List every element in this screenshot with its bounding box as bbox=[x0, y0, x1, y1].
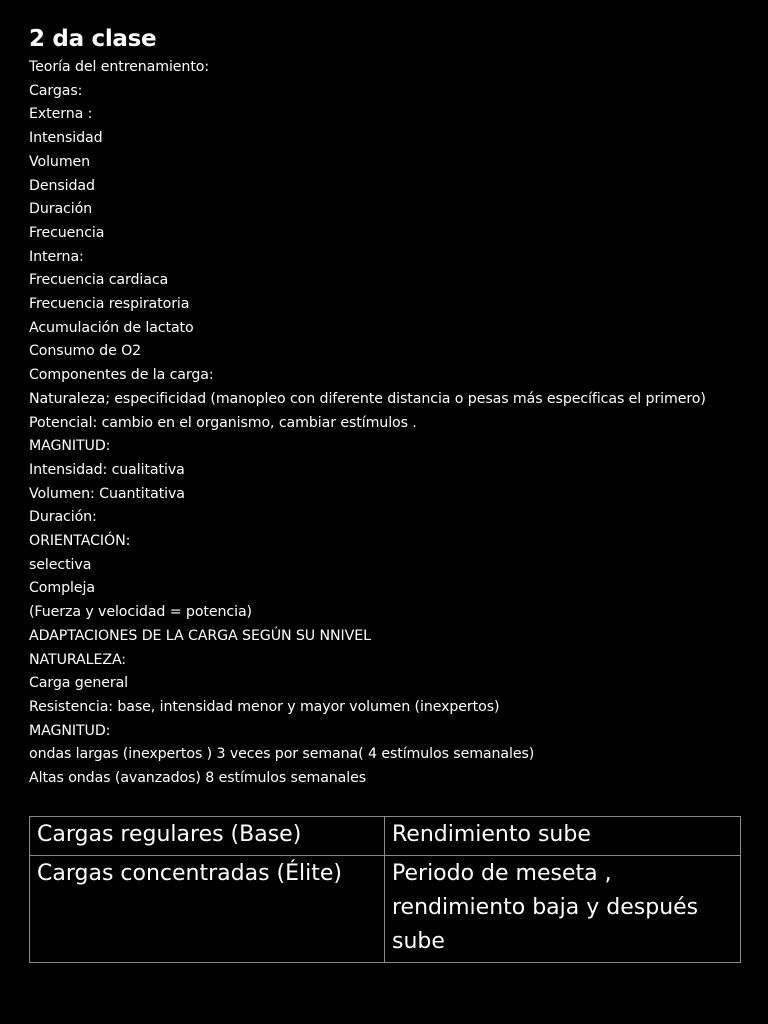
note-line[interactable]: Consumo de O2 bbox=[29, 343, 142, 360]
note-line[interactable]: Resistencia: base, intensidad menor y mayor volumen (inexpertos) bbox=[29, 698, 500, 715]
note-line[interactable]: Intensidad bbox=[29, 130, 103, 147]
note-line[interactable]: MAGNITUD: bbox=[29, 438, 111, 455]
note-line[interactable]: Frecuencia cardiaca bbox=[29, 272, 169, 289]
note-line[interactable]: Volumen: Cuantitativa bbox=[29, 485, 185, 502]
note-title[interactable]: 2 da clase bbox=[29, 26, 157, 52]
note-line[interactable]: Compleja bbox=[29, 580, 95, 597]
table-row bbox=[30, 856, 741, 963]
note-line[interactable]: Naturaleza; especificidad (manopleo con diferente distancia o pesas más específicas el primero) bbox=[29, 390, 706, 407]
note-line[interactable]: Intensidad: cualitativa bbox=[29, 461, 185, 478]
note-line[interactable]: (Fuerza y velocidad = potencia) bbox=[29, 604, 252, 621]
note-line[interactable]: ADAPTACIONES DE LA CARGA SEGÚN SU NNIVEL bbox=[29, 627, 371, 644]
table-cell[interactable]: Rendimiento sube bbox=[385, 817, 741, 856]
note-line[interactable]: Frecuencia respiratoria bbox=[29, 296, 190, 313]
note-line[interactable]: NATURALEZA: bbox=[29, 651, 126, 668]
note-line[interactable]: Densidad bbox=[29, 177, 95, 194]
table-cell[interactable]: Periodo de meseta , rendimiento baja y después sube bbox=[385, 856, 741, 963]
note-line[interactable]: MAGNITUD: bbox=[29, 722, 111, 739]
note-table[interactable] bbox=[29, 816, 741, 963]
note-line[interactable]: Potencial: cambio en el organismo, cambiar estímulos . bbox=[29, 414, 417, 431]
table-cell[interactable]: Cargas regulares (Base) bbox=[30, 817, 385, 856]
note-line[interactable]: selectiva bbox=[29, 556, 92, 573]
note-line[interactable]: Altas ondas (avanzados) 8 estímulos semanales bbox=[29, 770, 367, 787]
note-line[interactable]: ORIENTACIÓN: bbox=[29, 533, 131, 550]
note-line[interactable]: Duración: bbox=[29, 509, 97, 526]
note-content[interactable] bbox=[29, 22, 741, 791]
note-line[interactable]: Externa : bbox=[29, 106, 93, 123]
note-line[interactable]: Carga general bbox=[29, 675, 129, 692]
note-line[interactable]: Interna: bbox=[29, 248, 84, 265]
note-line[interactable]: Teoría del entrenamiento: bbox=[29, 59, 210, 75]
note-line[interactable]: Volumen bbox=[29, 153, 91, 170]
table-row bbox=[30, 817, 741, 856]
note-line[interactable]: Frecuencia bbox=[29, 224, 105, 241]
note-line[interactable]: Duración bbox=[29, 201, 93, 218]
note-line[interactable]: Acumulación de lactato bbox=[29, 319, 194, 336]
note-line[interactable]: Componentes de la carga: bbox=[29, 367, 214, 384]
note-body[interactable] bbox=[29, 56, 741, 791]
note-line[interactable]: Cargas: bbox=[29, 82, 83, 99]
table-cell[interactable]: Cargas concentradas (Élite) bbox=[30, 856, 385, 963]
note-line[interactable]: ondas largas (inexpertos ) 3 veces por semana( 4 estímulos semanales) bbox=[29, 746, 535, 763]
